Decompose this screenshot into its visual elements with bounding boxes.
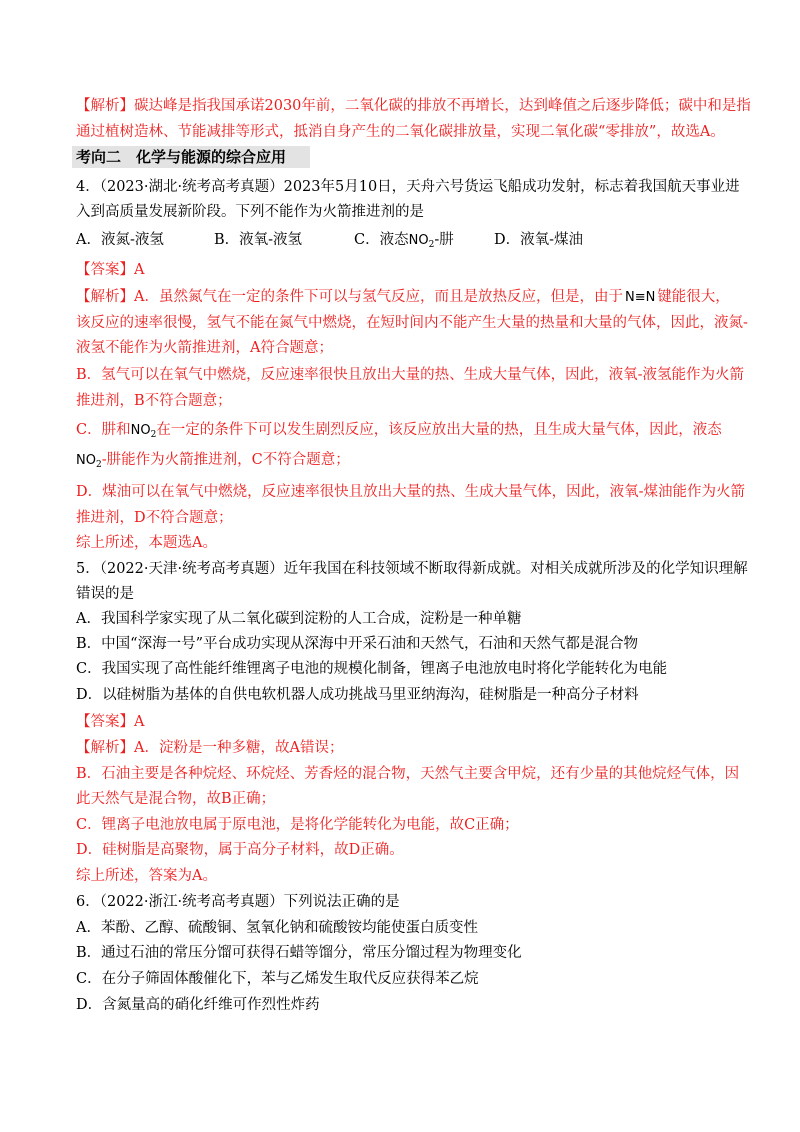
q4-option-c-subscript: 2: [428, 240, 435, 250]
q3-analysis-line-2: 通过植树造林、节能减排等形式，抵消自身产生的二氧化碳排放量，实现二氧化碳“零排放”，故选A。: [76, 124, 725, 140]
q4-analysis-d-line-1: D．煤油可以在氧气中燃烧，反应速率很快且放出大量的热、生成大量气体，因此，液氧-煤油能作为火箭: [76, 484, 746, 500]
q4-analysis-a-line-3: 液氢不能作为火箭推进剂，A符合题意；: [76, 340, 333, 356]
q5-option-a: A．我国科学家实现了从二氧化碳到淀粉的人工合成，淀粉是一种单糖: [76, 611, 522, 627]
q5-stem-line-1: 5．（2022·天津·统考高考真题）近年我国在科技领域不断取得新成就。对相关成就所涉及的化学知识理解: [76, 561, 748, 577]
q4-answer: 【答案】A: [76, 262, 145, 278]
q6-stem: 6．（2022·浙江·统考高考真题）下列说法正确的是: [76, 894, 400, 910]
q5-option-d: D．以硅树脂为基体的自供电软机器人成功挑战马里亚纳海沟，硅树脂是一种高分子材料: [76, 687, 639, 703]
q4-analysis-c-text: C．肼和: [76, 422, 131, 438]
q4-analysis-c-line-2: [76, 450, 736, 475]
q5-analysis-d: D．硅树脂是高聚物，属于高分子材料，故D正确。: [76, 842, 404, 858]
q4-analysis-d-line-2: 推进剂，D不符合题意；: [76, 510, 233, 526]
q4-option-a: A．液氮-液氢: [76, 232, 164, 248]
q5-analysis-c: C．锂离子电池放电属于原电池，是将化学能转化为电能，故C正确；: [76, 817, 519, 833]
q4-analysis-a-text: 【解析】A．虽然氮气在一定的条件下可以与氢气反应，而且是放热反应，但是，由于: [76, 289, 623, 305]
q4-option-c-suffix: -肼: [434, 232, 454, 248]
q4-analysis-a-formula: N≡N: [624, 290, 656, 305]
q4-analysis-c-formula: NO: [130, 423, 151, 438]
q5-option-c: C．我国实现了高性能纤维锂离子电池的规模化制备，锂离子电池放电时将化学能转化为电能: [76, 661, 668, 677]
section-title: 考向二 化学与能源的综合应用: [76, 148, 287, 166]
q4-analysis-b-line-2: 推进剂，B不符合题意；: [76, 393, 232, 409]
q5-option-b: B．中国“深海一号”平台成功实现从深海中开采石油和天然气，石油和天然气都是混合物: [76, 636, 638, 652]
q6-option-d: D．含氮量高的硝化纤维可作烈性炸药: [76, 997, 320, 1013]
q5-analysis-b-line-1: B．石油主要是各种烷烃、环烷烃、芳香烃的混合物，天然气主要含甲烷，还有少量的其他烷烃气体，因: [76, 766, 740, 782]
q5-summary: 综上所述，答案为A。: [76, 868, 217, 884]
section-heading: [72, 146, 310, 168]
q4-analysis-c-text-end: 在一定的条件下可以发生剧烈反应，该反应放出大量的热，且生成大量气体，因此，液态: [156, 422, 722, 438]
q4-stem-line-1: 4．（2023·湖北·统考高考真题）2023年5月10日，天舟六号货运飞船成功发射，标志着我国航天事业进: [76, 179, 740, 195]
q6-option-c: C．在分子筛固体酸催化下，苯与乙烯发生取代反应获得苯乙烷: [76, 971, 479, 987]
q3-analysis-line-1: 【解析】碳达峰是指我国承诺2030年前，二氧化碳的排放不再增长，达到峰值之后逐步降低；碳中和是指: [76, 98, 751, 114]
q5-stem-line-2: 错误的是: [76, 586, 134, 602]
q4-option-c-formula: NO: [408, 233, 429, 248]
q4-analysis-a-text-end: 键能很大，: [657, 289, 730, 305]
q4-option-d: D．液氧-煤油: [494, 232, 584, 248]
q4-option-c-label: C．液态: [354, 232, 409, 248]
q4-analysis-c2-text: -肼能作为火箭推进剂，C不符合题意；: [101, 452, 350, 468]
q4-option-c: [354, 230, 454, 255]
q5-analysis-a: 【解析】A．淀粉是一种多糖，故A错误；: [76, 740, 344, 756]
q5-analysis-b-line-2: 此天然气是混合物，故B正确；: [76, 791, 276, 807]
q4-analysis-c2-subscript: 2: [95, 460, 102, 470]
q6-option-b: B．通过石油的常压分馏可获得石蜡等馏分，常压分馏过程为物理变化: [76, 945, 522, 961]
q4-analysis-c-line-1: [76, 420, 736, 445]
q4-analysis-a-line-2: 该反应的速率很慢，氢气不能在氮气中燃烧，在短时间内不能产生大量的热量和大量的气体，因此，液氮-: [76, 315, 748, 331]
q4-analysis-a-line-1: [76, 287, 736, 308]
q4-analysis-b-line-1: B．氢气可以在氧气中燃烧，反应速率很快且放出大量的热、生成大量气体，因此，液氧-液氢能作为火箭: [76, 367, 745, 383]
q4-summary: 综上所述，本题选A。: [76, 535, 217, 551]
q6-option-a: A．苯酚、乙醇、硫酸铜、氢氧化钠和硫酸铵均能使蛋白质变性: [76, 920, 478, 936]
q4-stem-line-2: 入到高质量发展新阶段。下列不能作为火箭推进剂的是: [76, 204, 424, 220]
q4-analysis-c-subscript: 2: [150, 430, 157, 440]
q5-answer: 【答案】A: [76, 714, 145, 730]
q4-analysis-c2-formula: NO: [76, 453, 96, 468]
q4-option-b: B．液氧-液氢: [214, 232, 303, 248]
